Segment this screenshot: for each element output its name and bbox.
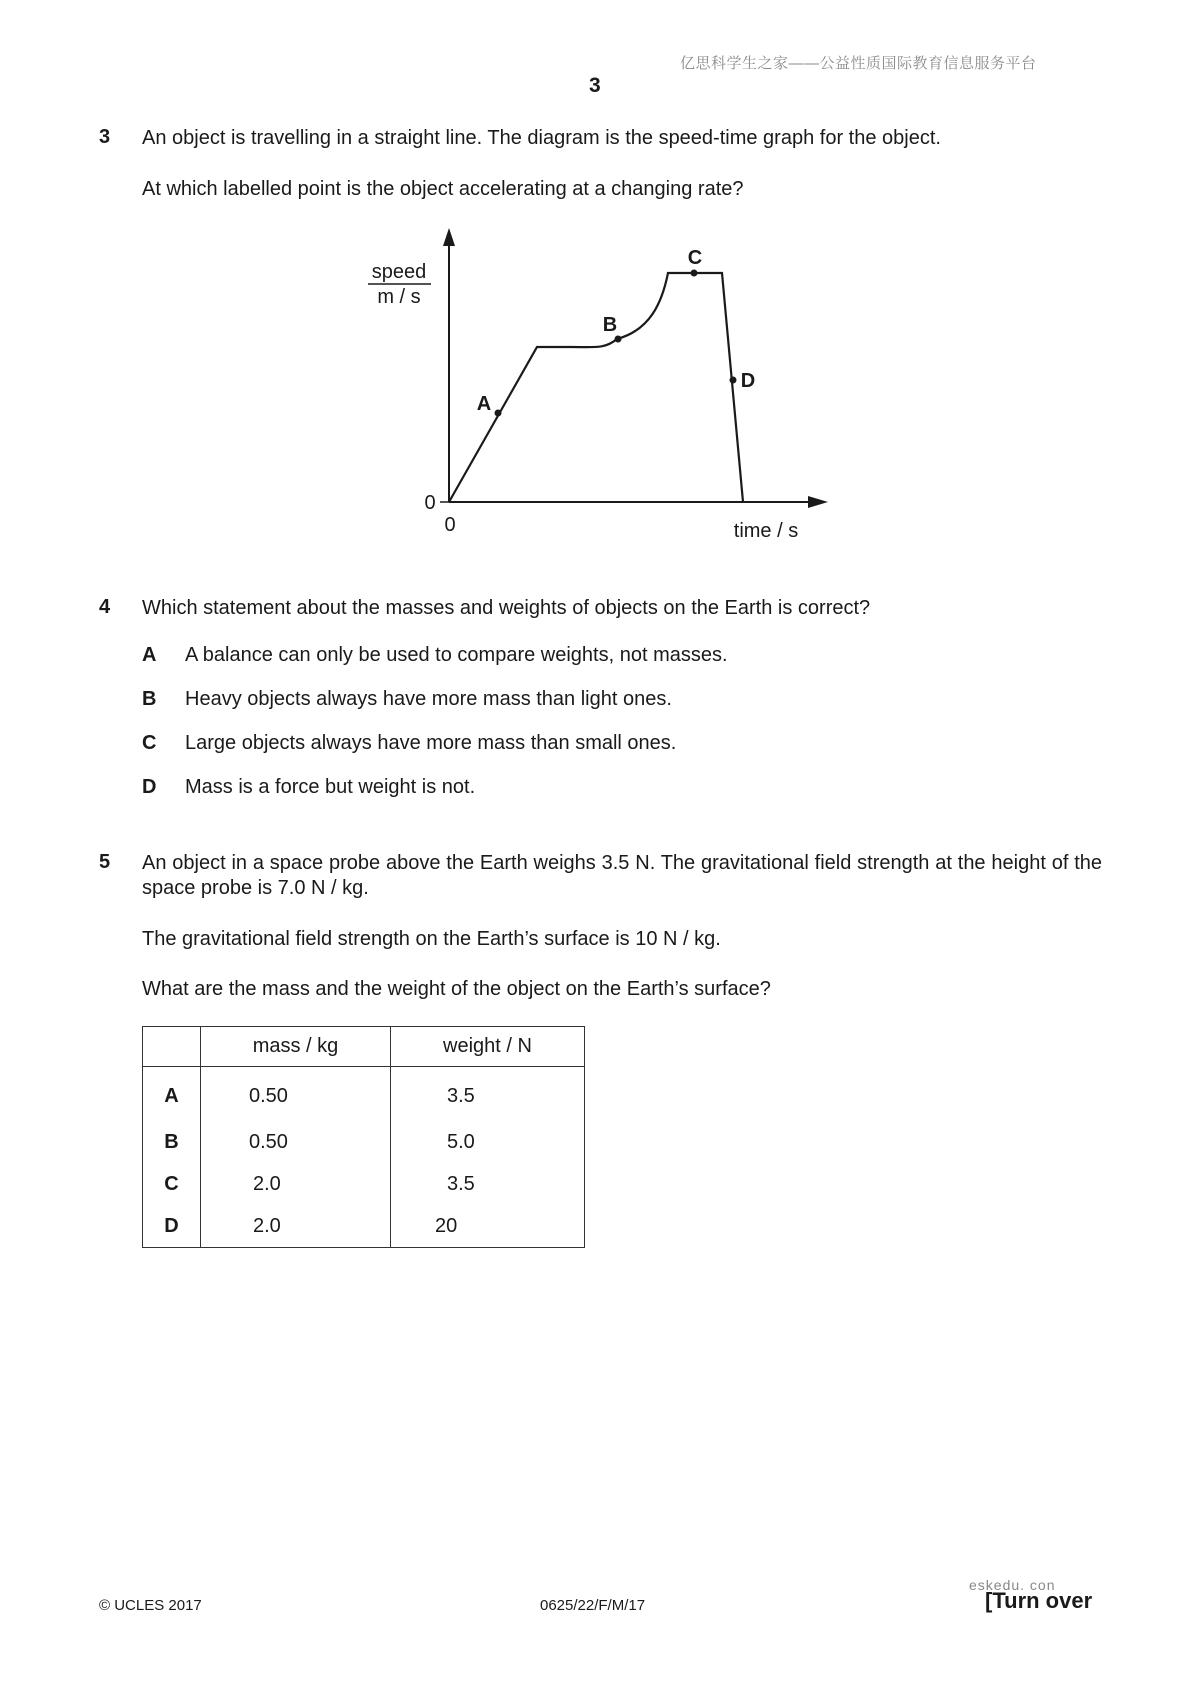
q4-option-d-letter: D [142, 776, 157, 798]
speed-time-line [449, 273, 743, 502]
point-b-marker [615, 336, 622, 343]
row-mass: 0.50 [201, 1067, 391, 1122]
q4-option-b-text: Heavy objects always have more mass than light ones. [185, 688, 672, 710]
question-3-number: 3 [99, 126, 111, 148]
table-row [143, 1205, 585, 1248]
table-header-weight: weight / N [391, 1027, 585, 1067]
q4-option-d-text: Mass is a force but weight is not. [185, 776, 476, 798]
table-header-blank [143, 1027, 201, 1067]
q4-option-b-letter: B [142, 688, 157, 710]
table-header-mass: mass / kg [201, 1027, 391, 1067]
x-axis-arrow-icon [808, 496, 828, 508]
question-3-prompt: At which labelled point is the object accelerating at a changing rate? [142, 178, 744, 200]
row-mass: 0.50 [201, 1121, 391, 1163]
point-b-label: B [602, 314, 618, 336]
row-letter: B [143, 1121, 201, 1163]
row-letter: D [143, 1205, 201, 1248]
question-5-prompt: What are the mass and the weight of the object on the Earth’s surface? [142, 978, 771, 1000]
y-axis-arrow-icon [443, 228, 455, 246]
row-weight: 3.5 [391, 1067, 585, 1122]
y-origin-label: 0 [424, 492, 436, 514]
footer-copyright: © UCLES 2017 [99, 1597, 202, 1614]
point-c-marker [691, 270, 698, 277]
q5-answer-table [142, 1026, 585, 1248]
x-origin-label: 0 [444, 514, 456, 536]
q4-option-a-letter: A [142, 644, 157, 666]
point-c-label: C [687, 247, 703, 269]
table-row [143, 1121, 585, 1163]
footer-site-watermark: eskedu. con [969, 1577, 1056, 1593]
watermark-text: 亿思科学生之家——公益性质国际教育信息服务平台 [680, 55, 1037, 72]
table-row [143, 1067, 585, 1122]
footer-paper-code: 0625/22/F/M/17 [540, 1597, 646, 1614]
row-weight: 20 [391, 1205, 585, 1248]
y-axis-label: speed [371, 261, 427, 283]
row-mass: 2.0 [201, 1205, 391, 1248]
row-mass: 2.0 [201, 1163, 391, 1205]
point-d-label: D [740, 370, 756, 392]
question-5-line2: The gravitational field strength on the Earth’s surface is 10 N / kg. [142, 928, 721, 950]
row-weight: 3.5 [391, 1163, 585, 1205]
y-axis-unit: m / s [377, 286, 421, 308]
table-header-row [143, 1027, 585, 1067]
x-axis-label: time / s [733, 520, 799, 542]
q4-option-a-text: A balance can only be used to compare weights, not masses. [185, 644, 728, 666]
question-5-text: An object in a space probe above the Earth weighs 3.5 N. The gravitational field strength at the height of the space probe is 7.0 N / kg. [142, 852, 1102, 899]
point-d-marker [730, 377, 737, 384]
row-letter: C [143, 1163, 201, 1205]
table-row [143, 1163, 585, 1205]
question-5-number: 5 [99, 851, 111, 873]
question-4-text: Which statement about the masses and weights of objects on the Earth is correct? [142, 597, 871, 619]
q4-option-c-letter: C [142, 732, 157, 754]
row-weight: 5.0 [391, 1121, 585, 1163]
point-a-label: A [476, 393, 492, 415]
q4-option-c-text: Large objects always have more mass than small ones. [185, 732, 677, 754]
page-number: 3 [589, 74, 601, 97]
turn-over-label: [Turn over [985, 1588, 1093, 1613]
question-4-number: 4 [99, 596, 111, 618]
question-3-text: An object is travelling in a straight line. The diagram is the speed-time graph for the object. [142, 127, 941, 149]
row-letter: A [143, 1067, 201, 1122]
point-a-marker [495, 410, 502, 417]
